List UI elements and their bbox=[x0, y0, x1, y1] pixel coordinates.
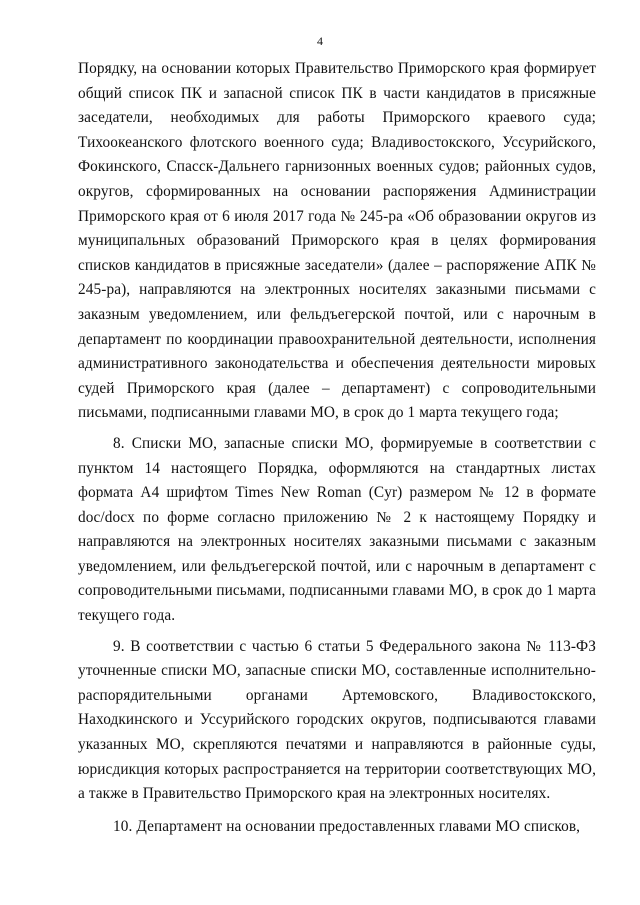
document-body bbox=[78, 57, 596, 839]
paragraph-item-9: 9. В соответствии с частью 6 статьи 5 Федерального закона № 113-ФЗ уточненные списки МО, запасные списки МО, составленные исполнительно-распорядительными органами Артемовского, Владивостокского, Находкинского и Уссурийского городских округов, подписываются главами указанных МО, скрепляются печатями и направляются в районные суды, юрисдикция которых распространяется на территории соответствующих МО, а также в Правительство Приморского края на электронных носителях. bbox=[78, 637, 596, 803]
page-number: 4 bbox=[317, 34, 323, 48]
paragraph-item-8: 8. Списки МО, запасные списки МО, формируемые в соответствии с пунктом 14 настоящего Порядка, оформляются на стандартных листах формата А4 шрифтом Times New Roman (Cyr) размером № 12 в формате doc/docx по форме согласно приложению № 2 к настоящему Порядку и направляются на электронных носителях заказными письмами с заказным уведомлением, или фельдъегерской почтой, или с нарочным в департамент с сопроводительными письмами, подписанными главами МО, в срок до 1 марта текущего года. bbox=[78, 434, 596, 625]
paragraph-continuation: Порядку, на основании которых Правительство Приморского края формирует общий список ПК и запасной список ПК в части кандидатов в присяжные заседатели, необходимых для работы Приморского краевого суда; Тихоокеанского флотского военного суда; Владивостокского, Уссурийского, Фокинского, Спасск-Дальнего гарнизонных военных судов; районных судов, округов, сформированных на основании распоряжения Администрации Приморского края от 6 июля 2017 года № 245-ра «Об образовании округов из муниципальных образований Приморского края в целях формирования списков кандидатов в присяжные заседатели» (далее – распоряжение АПК № 245-ра), направляются на электронных носителях заказными письмами с заказным уведомлением, или фельдъегерской почтой, или с нарочным в департамент по координации правоохранительной деятельности, исполнения административного законодательства и обеспечения деятельности мировых судей Приморского края (далее – департамент) с сопроводительными письмами, подписанными главами МО, в срок до 1 марта текущего года; bbox=[78, 60, 596, 422]
paragraph-item-10: 10. Департамент на основании предоставленных главами МО списков, bbox=[113, 817, 581, 835]
